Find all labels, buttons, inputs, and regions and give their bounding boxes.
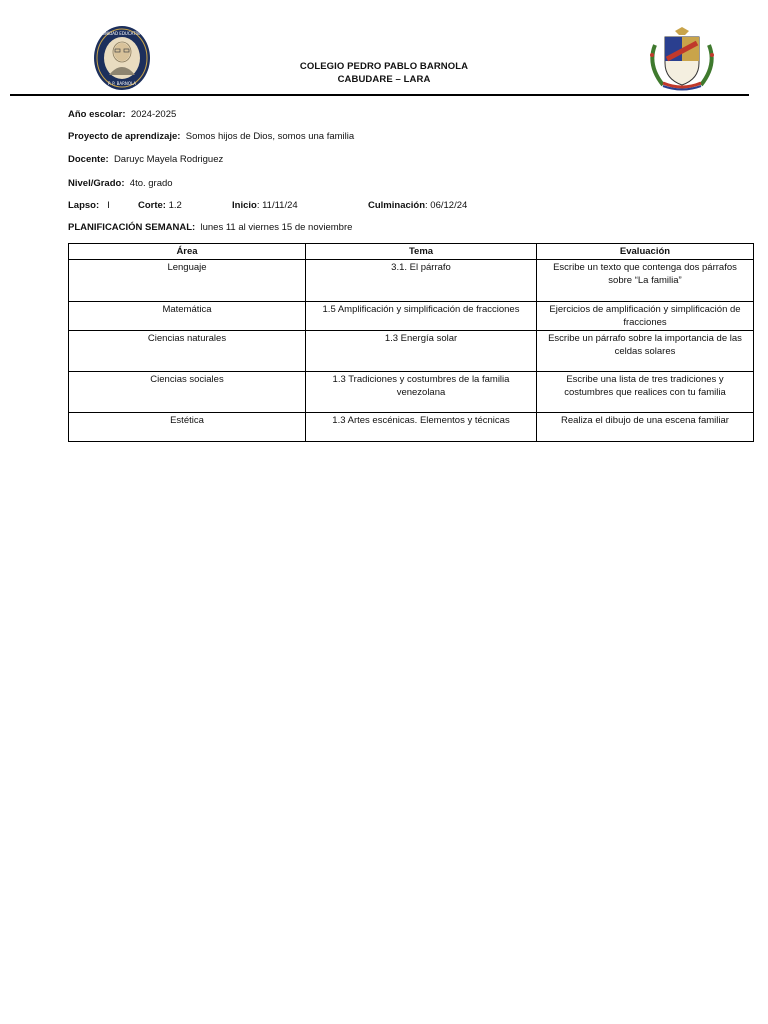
table-header-row <box>69 244 754 260</box>
teacher-line <box>68 154 223 165</box>
cell-evaluacion: Ejercicios de amplificación y simplificación de fracciones <box>537 302 754 331</box>
corte-label: Corte: <box>138 200 166 211</box>
cell-area: Matemática <box>69 302 306 331</box>
culminacion-label: Culminación <box>368 200 426 211</box>
column-header-tema: Tema <box>306 244 537 260</box>
cell-tema: 1.3 Energía solar <box>306 331 537 372</box>
lapso-label: Lapso: <box>68 200 100 211</box>
table-row <box>69 413 754 442</box>
culminacion-field <box>368 200 467 211</box>
project-value: Somos hijos de Dios, somos una familia <box>185 131 355 142</box>
coat-of-arms-icon <box>645 25 719 93</box>
lapso-field <box>68 200 110 211</box>
cell-evaluacion: Escribe un texto que contenga dos párrafos sobre “La familia” <box>537 260 754 302</box>
weekly-plan-line <box>68 222 352 233</box>
column-header-evaluacion: Evaluación <box>537 244 754 260</box>
cell-tema: 3.1. El párrafo <box>306 260 537 302</box>
project-label: Proyecto de aprendizaje: <box>68 131 181 142</box>
grade-label: Nivel/Grado: <box>68 178 125 189</box>
cell-evaluacion: Realiza el dibujo de una escena familiar <box>537 413 754 442</box>
header-divider <box>10 94 749 96</box>
cell-tema: 1.3 Tradiciones y costumbres de la familia venezolana <box>306 372 537 413</box>
inicio-field <box>232 200 298 211</box>
svg-text:UNIDAD EDUCATIVA: UNIDAD EDUCATIVA <box>102 31 142 36</box>
table-row <box>69 260 754 302</box>
cell-area: Lenguaje <box>69 260 306 302</box>
project-line <box>68 131 354 142</box>
school-year-value: 2024-2025 <box>130 109 177 120</box>
cell-area: Estética <box>69 413 306 442</box>
column-header-area: Área <box>69 244 306 260</box>
table-row <box>69 331 754 372</box>
table-row <box>69 302 754 331</box>
svg-text:P. P. BARNOLA: P. P. BARNOLA <box>107 81 137 86</box>
culminacion-value: : 06/12/24 <box>425 200 468 211</box>
cell-area: Ciencias sociales <box>69 372 306 413</box>
cell-area: Ciencias naturales <box>69 331 306 372</box>
cell-tema: 1.5 Amplificación y simplificación de fracciones <box>306 302 537 331</box>
lapso-value: I <box>107 200 110 211</box>
teacher-label: Docente: <box>68 154 109 165</box>
corte-value: 1.2 <box>168 200 182 211</box>
corte-field <box>138 200 182 211</box>
cell-evaluacion: Escribe una lista de tres tradiciones y costumbres que realices con tu familia <box>537 372 754 413</box>
inicio-value: : 11/11/24 <box>256 200 298 211</box>
cell-evaluacion: Escribe un párrafo sobre la importancia de las celdas solares <box>537 331 754 372</box>
school-year-line <box>68 109 176 120</box>
planning-table <box>68 243 754 442</box>
grade-value: 4to. grado <box>129 178 173 189</box>
grade-line <box>68 178 173 189</box>
school-name: COLEGIO PEDRO PABLO BARNOLA <box>299 61 469 72</box>
table-row <box>69 372 754 413</box>
weekly-plan-label: PLANIFICACIÓN SEMANAL: <box>68 222 196 233</box>
cell-tema: 1.3 Artes escénicas. Elementos y técnicas <box>306 413 537 442</box>
school-year-label: Año escolar: <box>68 109 126 120</box>
school-seal-icon <box>93 25 151 91</box>
inicio-label: Inicio <box>232 200 257 211</box>
school-location: CABUDARE – LARA <box>337 74 431 85</box>
teacher-value: Daruyc Mayela Rodriguez <box>113 154 224 165</box>
weekly-plan-value: lunes 11 al viernes 15 de noviembre <box>200 222 353 233</box>
